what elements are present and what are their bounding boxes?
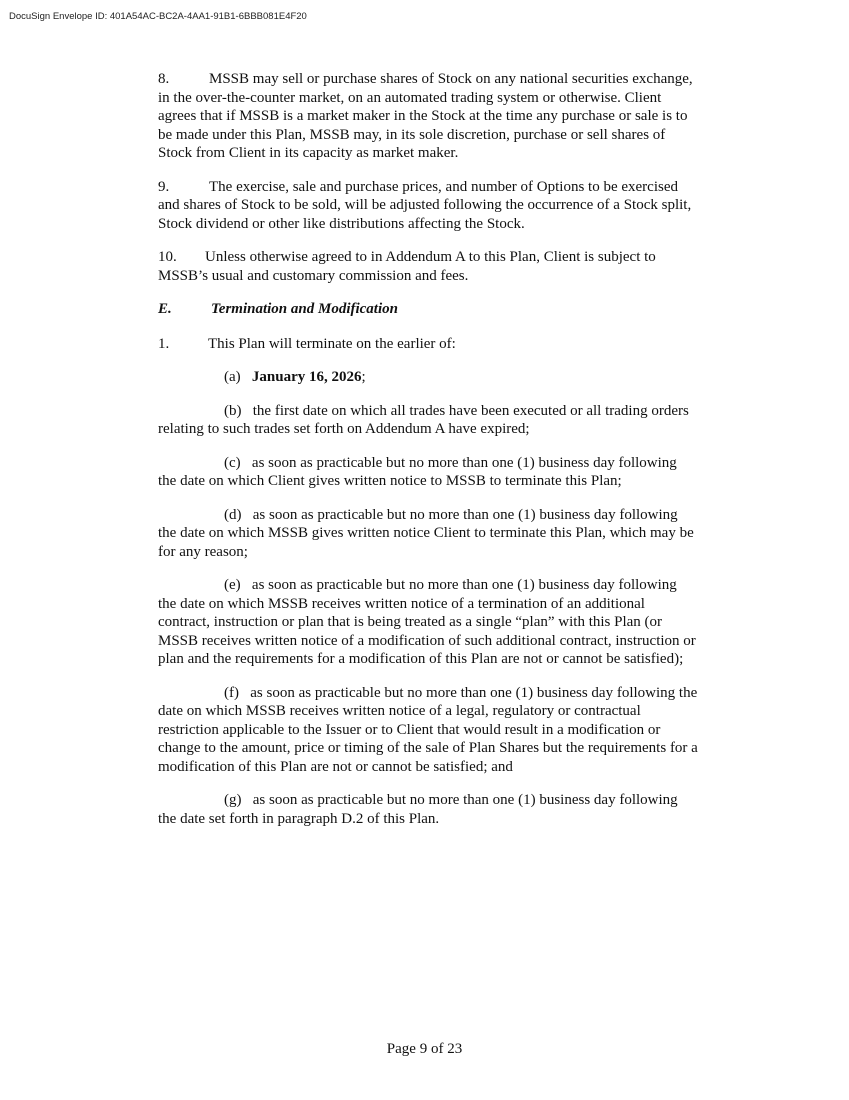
item-g xyxy=(158,791,698,828)
item-label: (f) xyxy=(224,684,239,701)
item-suffix: ; xyxy=(361,369,366,385)
item-a xyxy=(158,368,698,387)
docusign-envelope-id: DocuSign Envelope ID: 401A54AC-BC2A-4AA1-91B1-6BBB081E4F20 xyxy=(9,11,307,22)
section-title: Termination and Modification xyxy=(211,301,398,317)
section-letter: E. xyxy=(158,301,172,317)
item-text: as soon as practicable but no more than one (1) business day following the date on which Client gives written notice to MSSB to terminate this Plan; xyxy=(158,454,677,489)
item-label: (d) xyxy=(224,506,242,523)
paragraph-8 xyxy=(158,70,698,163)
item-label: (b) xyxy=(224,402,242,419)
item-d xyxy=(158,506,698,562)
item-b xyxy=(158,402,698,439)
item-e xyxy=(158,576,698,669)
item-text: the first date on which all trades have been executed or all trading orders relating to such trades set forth on Addendum A have expired; xyxy=(158,402,689,437)
paragraph-text: MSSB may sell or purchase shares of Stock on any national securities exchange, in the over-the-counter market, on an automated trading system or otherwise. Client agrees that if MSSB is a market maker in the Stock at the time any purchase or sale is to be made under this Plan, MSSB may, in its sole discretion, purchase or sell shares of Stock from Client in its capacity as market maker. xyxy=(158,71,693,161)
item-text: as soon as practicable but no more than one (1) business day following the date set forth in paragraph D.2 of this Plan. xyxy=(158,792,678,827)
termination-date: January 16, 2026 xyxy=(251,369,362,385)
section-heading xyxy=(158,300,698,319)
item-text: as soon as practicable but no more than one (1) business day following the date on which MSSB receives written notice of a termination of an additional contract, instruction or plan that is being treated as a single “plan” with this Plan (or MSSB receives written notice of a modification of such additional contract, instruction or plan and the requirements for a modification of this Plan are not or cannot be satisfied); xyxy=(158,577,696,667)
paragraph-number: 1. xyxy=(158,335,170,352)
paragraph-number: 10. xyxy=(158,249,177,265)
paragraph-text: The exercise, sale and purchase prices, and number of Options to be exercised and shares of Stock to be sold, will be adjusted following the occurrence of a Stock split, Stock dividend or other like distributions affecting the Stock. xyxy=(158,178,692,232)
item-label: (e) xyxy=(224,577,241,593)
paragraph-e1 xyxy=(158,335,698,354)
item-c xyxy=(158,454,698,491)
item-label: (c) xyxy=(224,454,241,471)
paragraph-number: 9. xyxy=(158,178,170,195)
page-number: Page 9 of 23 xyxy=(386,1041,463,1057)
document-page xyxy=(158,70,698,843)
paragraph-10 xyxy=(158,248,698,285)
paragraph-number: 8. xyxy=(158,71,170,87)
paragraph-text: Unless otherwise agreed to in Addendum A to this Plan, Client is subject to MSSB’s usual and customary commission and fees. xyxy=(158,249,656,284)
item-f xyxy=(158,684,698,777)
item-text: as soon as practicable but no more than one (1) business day following the date on which MSSB gives written notice Client to terminate this Plan, which may be for any reason; xyxy=(158,506,694,560)
paragraph-9 xyxy=(158,178,698,234)
item-label: (a) xyxy=(224,369,241,385)
item-text: as soon as practicable but no more than one (1) business day following the date on which MSSB receives written notice of a legal, regulatory or contractual restriction applicable to the Issuer or to Client that would result in a modification or change to the amount, price or timing of the sale of Plan Shares but the requirements for a modification of this Plan are not or cannot be satisfied; and xyxy=(158,684,698,775)
item-label: (g) xyxy=(224,792,242,808)
paragraph-text: This Plan will terminate on the earlier of: xyxy=(208,335,456,352)
